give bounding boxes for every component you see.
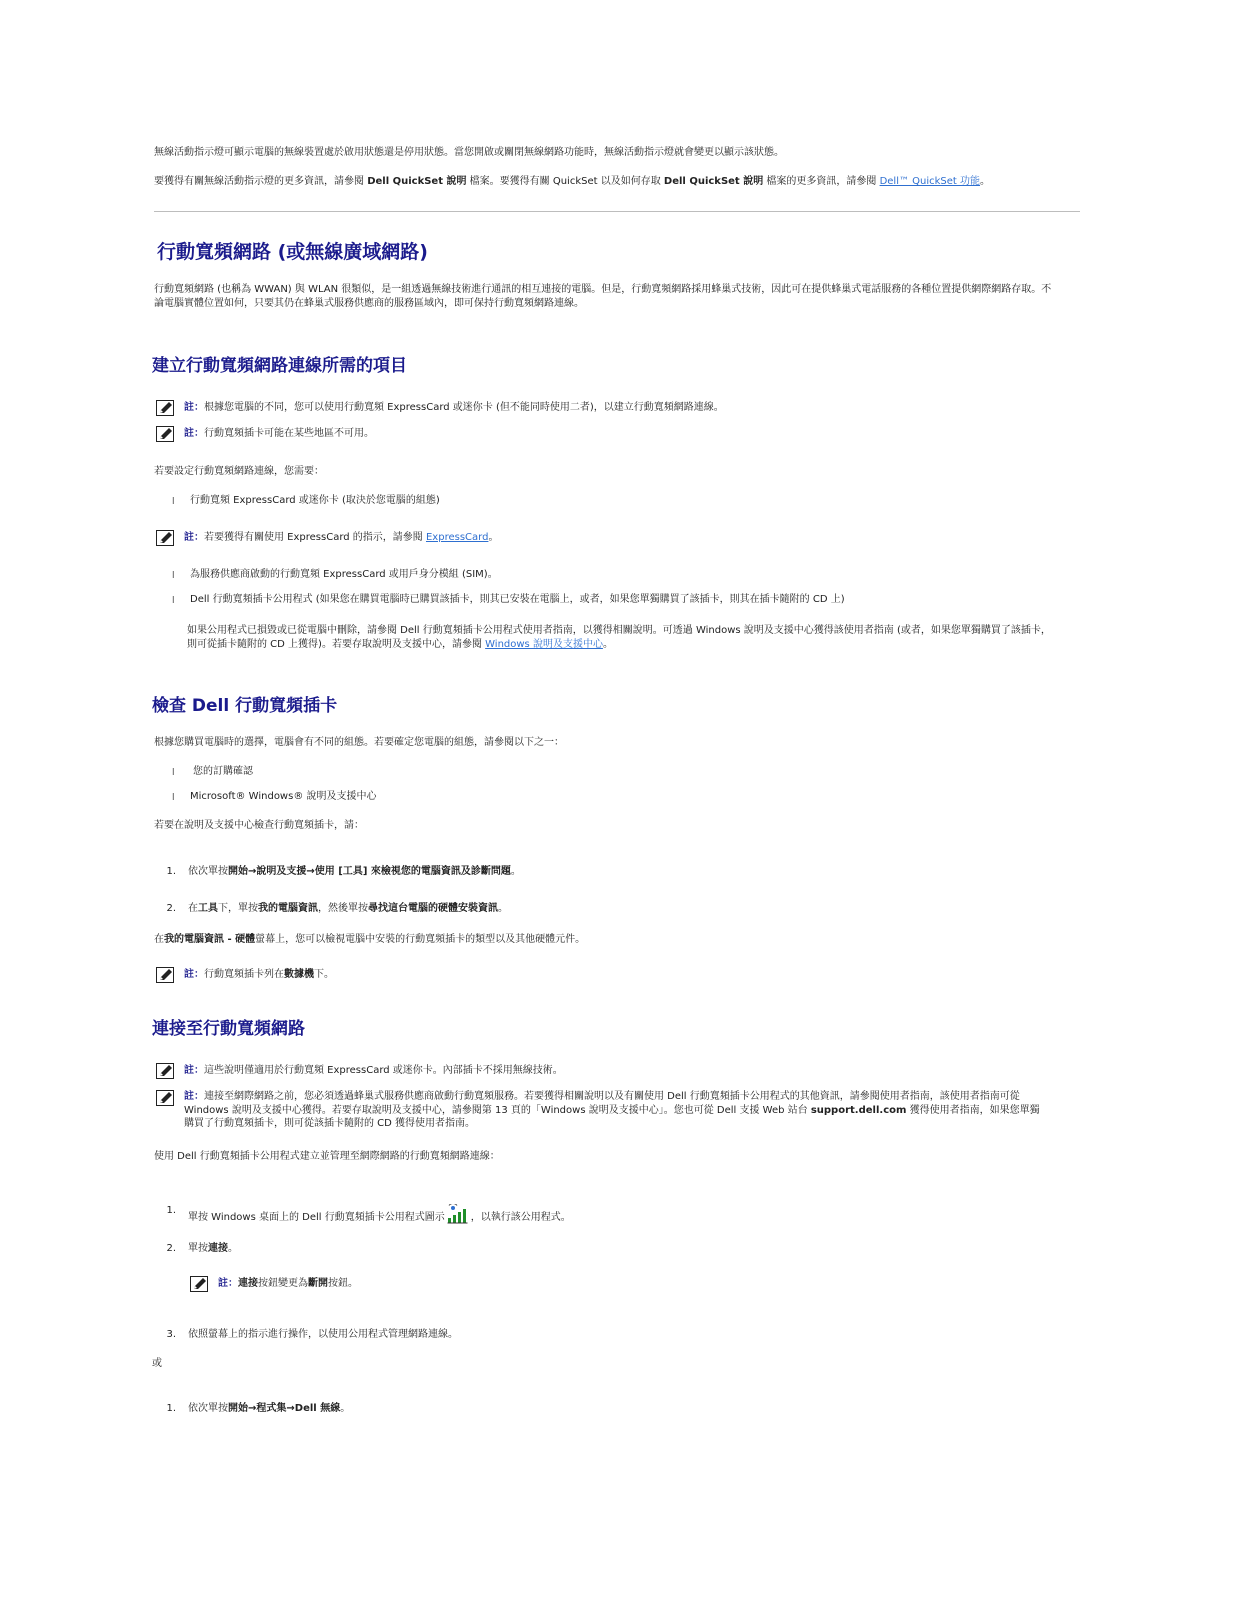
hardware-screen-paragraph: [154, 933, 1074, 947]
modem-bold: 數據機: [284, 969, 314, 980]
tools-bold: 工具: [198, 903, 218, 914]
list-item: Microsoft® Windows® 說明及支援中心: [190, 791, 377, 802]
check-lead: 若要在說明及支援中心檢查行動寬頻插卡，請：: [154, 820, 364, 831]
disconnect-bold: 斷開: [308, 1278, 328, 1289]
setup-lead: 若要設定行動寬頻網路連線，您需要：: [154, 466, 324, 477]
intro-text: 。: [980, 176, 991, 187]
windows-help-center-link[interactable]: Windows 說明及支援中心: [485, 638, 603, 650]
step-text: 下，單按: [218, 903, 258, 914]
note-label: 註：: [184, 402, 204, 413]
note-pencil-icon: [156, 530, 174, 546]
section-title-check-card: 檢查 Dell 行動寬頻插卡: [152, 696, 338, 716]
note-disconnect-button: [218, 1277, 358, 1291]
step-text: ，以執行該公用程式。: [470, 1212, 571, 1223]
note-label: 註：: [218, 1278, 238, 1289]
alt-step-1: [188, 1402, 350, 1416]
bullet-icon: l: [172, 571, 175, 581]
step-text: 依次單按: [188, 1403, 228, 1414]
support-site-bold: support.dell.com: [810, 1104, 907, 1116]
main-paragraph: 行動寬頻網路 (也稱為 WWAN) 與 WLAN 很類似，是一組透過無線技術進行通訊的相互連接的電腦。但是，行動寬頻網路採用蜂巢式技術，因此可在提供蜂巢式電話服務的各種位置提供網際網路存取。不論電腦實體位置如何，只要其仍在蜂巢式服務供應商的服務區域內，即可保持行動寬頻網路連線。: [154, 284, 1052, 309]
step-text: 單按: [188, 1243, 208, 1254]
note-modem: [184, 968, 334, 982]
note-text: 按鈕。: [328, 1278, 358, 1289]
list-item: Dell 行動寬頻插卡公用程式 (如果您在購買電腦時已購買該插卡，則其已安裝在電腦上，或者，如果您單獨購買了該插卡，則其在插卡隨附的 CD 上): [190, 594, 845, 605]
note-label: 註：: [184, 532, 204, 543]
step-text: 單按 Windows 桌面上的 Dell 行動寬頻插卡公用程式圖示: [188, 1212, 445, 1223]
note-text: 按鈕變更為: [258, 1278, 308, 1289]
quickset-features-link[interactable]: Dell™ QuickSet 功能: [879, 176, 981, 187]
or-separator: 或: [152, 1358, 162, 1369]
bullet-icon: l: [172, 793, 175, 803]
expresscard-link[interactable]: ExpressCard: [425, 532, 489, 543]
note-text: 行動寬頻插卡列在: [204, 969, 284, 980]
connect-lead: 使用 Dell 行動寬頻插卡公用程式建立並管理至網際網路的行動寬頻網路連線：: [154, 1151, 500, 1162]
step-2-connect: [188, 1242, 238, 1256]
note-label: 註：: [184, 969, 204, 980]
step-1-connect: [188, 1204, 571, 1225]
list-item: 為服務供應商啟動的行動寬頻 ExpressCard 或用戶身分模組 (SIM)。: [190, 569, 498, 580]
step-number: 1.: [166, 1205, 176, 1216]
step-text: 在: [188, 903, 198, 914]
tools-option-bold: 使用 [工具] 來檢視您的電腦資訊及診斷問題: [314, 866, 511, 877]
start-menu-bold: 開始: [228, 1403, 248, 1414]
step-text: 依次單按: [188, 866, 228, 877]
intro-text: 要獲得有關無線活動指示燈的更多資訊，請參閱: [154, 176, 368, 187]
intro-text: 檔案的更多資訊，請參閱: [763, 176, 880, 187]
note-text: 若要獲得有關使用 ExpressCard 的指示，請參閱: [204, 532, 426, 543]
step-number: 1.: [166, 1403, 176, 1414]
body-text: 如果公用程式已損毀或已從電腦中刪除，請參閱 Dell 行動寬頻插卡公用程式使用者指南，以獲得相關說明。可透過 Windows 說明及支援中心獲得該使用者指南 (或者，如果您單獨購買了該插卡，則可從插卡隨附的 CD 上獲得)。若要存取說明及支援中心，請參閱: [187, 625, 1051, 650]
note-text: 這些說明僅適用於行動寬頻 ExpressCard 或迷你卡。內部插卡不採用無線技術。: [204, 1065, 563, 1076]
quickset-help-bold: Dell QuickSet 說明: [367, 176, 467, 187]
bullet-icon: l: [172, 497, 175, 507]
intro-paragraph-2: [154, 175, 1074, 189]
step-number: 2.: [166, 1243, 176, 1254]
note-expresscard-or-minicard: [184, 401, 724, 415]
my-computer-info-bold: 我的電腦資訊: [258, 903, 318, 914]
note-pencil-icon: [156, 1090, 174, 1106]
note-pencil-icon: [156, 1063, 174, 1079]
hardware-screen-bold: 我的電腦資訊 - 硬體: [164, 934, 256, 945]
help-support-bold: 說明及支援: [256, 866, 307, 877]
utility-recovery-paragraph: [187, 624, 1057, 651]
hardware-info-bold: 尋找這台電腦的硬體安裝資訊: [368, 903, 498, 914]
dell-wireless-bold: Dell 無線: [294, 1403, 341, 1414]
bullet-icon: l: [172, 596, 175, 606]
step-number: 1.: [166, 866, 176, 877]
intro-text: 檔案。要獲得有關 QuickSet 以及如何存取: [466, 176, 664, 187]
note-text: 根據您電腦的不同，您可以使用行動寬頻 ExpressCard 或迷你卡 (但不能同時使用二者)，以建立行動寬頻網路連線。: [204, 402, 724, 413]
quickset-help-bold: Dell QuickSet 說明: [663, 176, 764, 187]
connect-bold: 連接: [238, 1278, 258, 1289]
arrow-icon: →: [306, 866, 315, 877]
step-number: 2.: [166, 903, 176, 914]
note-label: 註：: [184, 428, 204, 439]
step-2-check: [188, 902, 508, 916]
note-availability: [184, 427, 374, 441]
arrow-icon: →: [286, 1403, 295, 1414]
list-item: 行動寬頻 ExpressCard 或迷你卡 (取決於您電腦的組態): [190, 495, 440, 506]
divider: [154, 211, 1080, 212]
note-activation: [184, 1090, 1049, 1131]
start-menu-bold: 開始: [228, 866, 248, 877]
step-text: 。: [510, 866, 521, 877]
note-label: 註：: [184, 1091, 204, 1102]
note-pencil-icon: [156, 400, 174, 416]
note-text: 獲得使用者指南，如果您單獨購買了行動寬頻插卡，則可從該插卡隨附的 CD 獲得使用者指南。: [184, 1104, 1040, 1129]
connect-bold: 連接: [208, 1243, 228, 1254]
note-expresscard-instructions: [184, 531, 498, 545]
bullet-icon: l: [172, 768, 175, 778]
step-number: 3.: [166, 1329, 176, 1340]
body-text: 螢幕上，您可以檢視電腦中安裝的行動寬頻插卡的類型以及其他硬體元件。: [255, 934, 586, 945]
step-text: 。: [340, 1403, 351, 1414]
list-item: 您的訂購確認: [193, 766, 253, 777]
config-lead: 根據您購買電腦時的選擇，電腦會有不同的組態。若要確定您電腦的組態，請參閱以下之一：: [154, 737, 564, 748]
step-text: ，然後單按: [318, 903, 368, 914]
note-pencil-icon: [156, 967, 174, 983]
programs-bold: 程式集: [256, 1403, 287, 1414]
note-label: 註：: [184, 1065, 204, 1076]
note-applicability: [184, 1064, 563, 1078]
intro-paragraph-1: 無線活動指示燈可顯示電腦的無線裝置處於啟用狀態還是停用狀態。當您開啟或關閉無線網路功能時，無線活動指示燈就會變更以顯示該狀態。: [154, 147, 784, 158]
note-text: 下。: [314, 969, 334, 980]
note-text: 行動寬頻插卡可能在某些地區不可用。: [204, 428, 374, 439]
note-pencil-icon: [190, 1276, 208, 1292]
step-3-connect: 依照螢幕上的指示進行操作，以使用公用程式管理網路連線。: [188, 1329, 458, 1340]
arrow-icon: →: [248, 1403, 257, 1414]
arrow-icon: →: [248, 866, 257, 877]
note-pencil-icon: [156, 426, 174, 442]
note-text: 連接至網際網路之前，您必須透過蜂巢式服務供應商啟動行動寬頻服務。若要獲得相關說明以及有關使用 Dell 行動寬頻插卡公用程式的其他資訊，請參閱使用者指南，該使用者指南可從 Windows 說明及支援中心獲得。若要存取說明及支援中心，請參閱第 13 頁的「Windows 說明及支援中心」。您也可從 Dell 支援 Web 站台: [184, 1091, 1020, 1116]
body-text: 在: [154, 934, 164, 945]
body-text: 。: [602, 638, 613, 650]
step-text: 。: [228, 1243, 238, 1254]
mobile-broadband-signal-icon: [447, 1204, 469, 1224]
note-text: 。: [488, 532, 499, 543]
section-title-requirements: 建立行動寬頻網路連線所需的項目: [152, 356, 407, 376]
section-title-connect: 連接至行動寬頻網路: [152, 1019, 305, 1039]
step-1-check: [188, 865, 521, 879]
step-text: 。: [498, 903, 508, 914]
page-title: 行動寬頻網路 (或無線廣域網路): [157, 241, 428, 263]
